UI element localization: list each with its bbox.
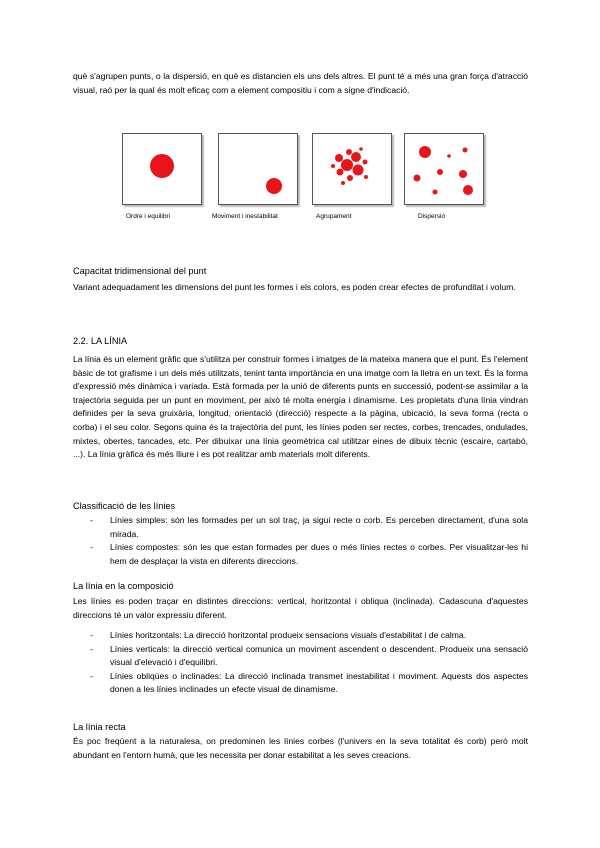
panel-dispersion <box>404 133 484 205</box>
dot <box>337 169 344 176</box>
dot <box>463 185 473 195</box>
dot <box>347 175 353 181</box>
dot <box>419 146 431 158</box>
paragraph-straight-line: És poc freqüent a la naturalesa, on predominen les línies corbes (l'univers en la seva totalitat és corb) però molt abundant en l'entorn humà, que les necessita per donar estabilitat a les seves creacions. <box>73 736 528 760</box>
dot <box>335 154 343 162</box>
dot <box>331 164 335 168</box>
caption-dispersion: Dispersió <box>418 213 446 220</box>
paragraph-line: La línia és un element gràfic que s'utilitza per construir formes i imatges de la mateixa manera que el punt. És l'element bàsic de tot grafisme i un dels més utilitzats, tenint tanta importància en una imatge com la lletra en un text. És la forma d'expressió més dinàmica i variada. Està formada per la unió de diferents punts en successió, podent-se assimilar a la trajectòria seguida per un punt en moviment, per això té molta energia i dinamisme. Les propietats d'una línia vindran definides per la seva gruixària, longitud, orientació (direcció) respecte a la pàgina, ubicació, la seva forma (recta o corba) i el seu color. Segons quina és la trajectòria del punt, les línies poden ser rectes, corbes, trencades, ondulades, mixtes, obertes, tancades, etc. Per dibuixar una línia geomètrica cal utilitzar eines de dibuix tècnic (escaire, cartabó, ...). La línia gràfica és més lliure i es pot realitzar amb materials molt diferents. <box>73 354 528 460</box>
dot <box>341 181 345 185</box>
dot <box>351 152 361 162</box>
panel-order-equilibrium <box>122 133 202 205</box>
list-item: - Línies compostes: són les que estan formades per dues o més línies rectes o corbes. Per visualitzar-les hi hem de desplaçar la vista en diferents direccions. <box>90 541 528 568</box>
intro-paragraph: què s'agrupen punts, o la dispersió, en què es distancien els uns dels altres. El punt té a més una gran força d'atracció visual, raó per la qual és molt eficaç com a element compositiu i com a signe d'indicació. <box>73 71 528 95</box>
composition-list <box>90 629 528 697</box>
dot <box>266 178 282 194</box>
dot <box>363 160 368 165</box>
heading-classification: Classificació de les línies <box>73 501 176 511</box>
list-item: - Línies simples: són les formades per un sol traç, ja sigui recte o corb. Es perceben directament, d'una sola mirada. <box>90 514 528 541</box>
dot <box>359 147 363 151</box>
dot <box>341 159 353 171</box>
dot <box>447 154 451 158</box>
caption-grouping: Agrupament <box>316 213 352 220</box>
list-item: - Línies obliqües o inclinades: La direcció inclinada transmet inestabilitat i moviment. Aquests dos aspectes donen a les línies inclinades un efecte visual de dinamisme. <box>90 670 528 697</box>
dot <box>353 165 364 176</box>
panel-movement-instability <box>218 133 298 205</box>
paragraph-composition: Les línies es poden traçar en distintes direccions: vertical, horitzontal i obliqua (inclinada). Cadascuna d'aquestes direccions té un valor expressiu diferent. <box>73 596 528 620</box>
classification-list <box>90 514 528 568</box>
dot <box>346 149 352 155</box>
list-item: - Línies horitzontals: La direcció horitzontal produeix sensacions visuals d'estabilitat i de calma. <box>90 629 528 643</box>
paragraph-3d: Variant adequadament les dimensions del punt les formes i els colors, es poden crear efectes de profunditat i volum. <box>73 282 516 292</box>
caption-order: Ordre i equilibri <box>126 213 171 220</box>
dot <box>414 175 421 182</box>
list-item: - Línies verticals: la direcció vertical comunica un moviment ascendent o descendent. Produeix una sensació visual d'elevació i d'equilibri. <box>90 643 528 670</box>
dot <box>364 175 368 179</box>
point-composition-figure <box>122 133 522 228</box>
heading-straight-line: La línia recta <box>73 722 126 732</box>
heading-3d: Capacitat tridimensional del punt <box>73 266 207 276</box>
dot <box>150 154 174 178</box>
dot <box>459 170 467 178</box>
dot <box>433 190 438 195</box>
panel-grouping <box>312 133 392 205</box>
section-title-line: 2.2. LA LÍNIA <box>73 336 128 346</box>
dot <box>463 148 468 153</box>
caption-movement: Moviment i inestabilitat <box>212 213 278 220</box>
dot <box>437 169 443 175</box>
heading-composition: La línia en la composició <box>73 581 174 591</box>
